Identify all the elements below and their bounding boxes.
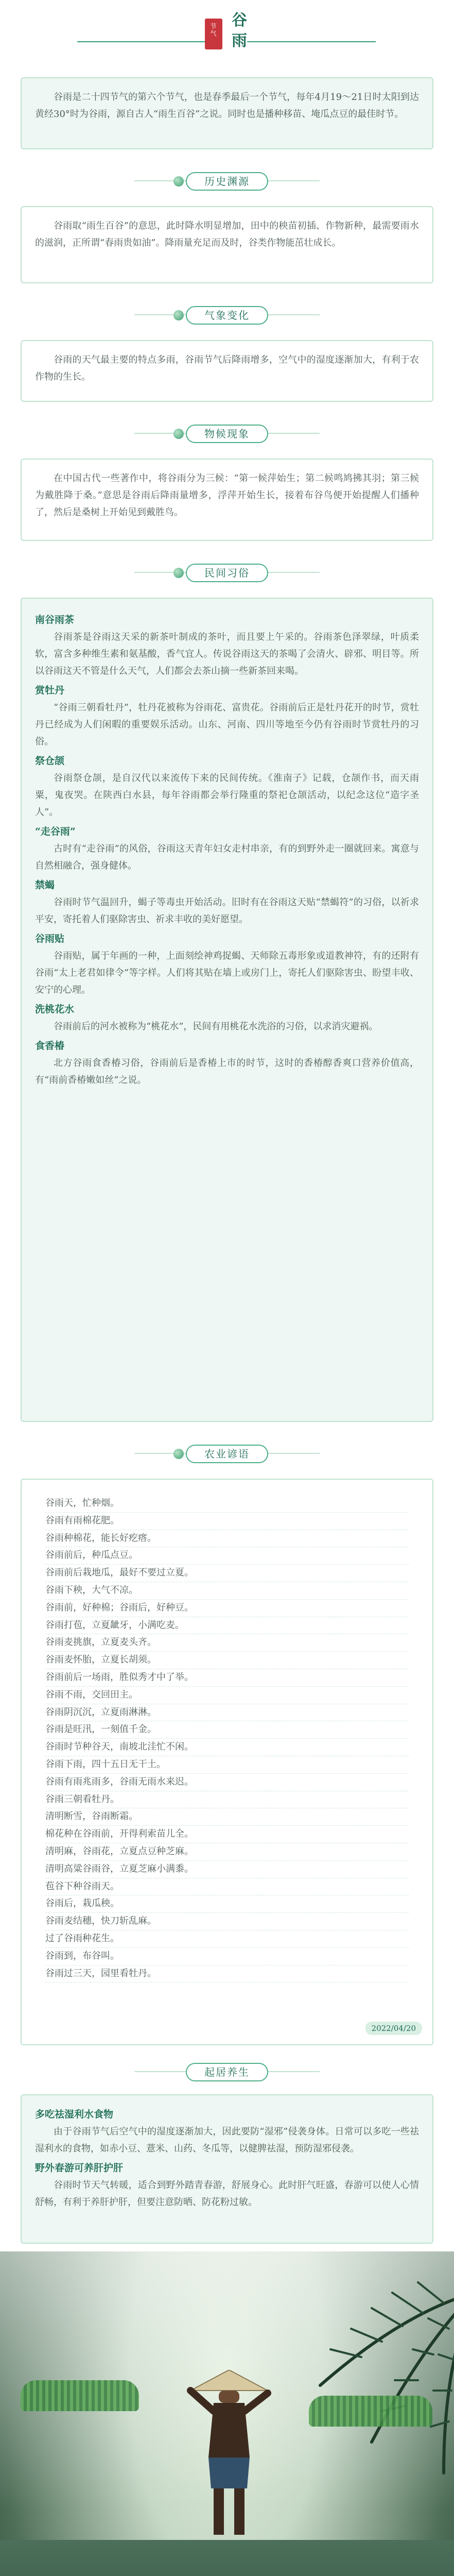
leaf-dot-icon xyxy=(173,429,184,439)
proverb-item: 谷雨前后栽地瓜，最好不要过立夏。 xyxy=(45,1565,409,1582)
customs-card xyxy=(21,598,433,1422)
proverb-item: 谷雨阴沉沉，立夏雨淋淋。 xyxy=(45,1704,409,1722)
seedling-bundle-left xyxy=(21,2380,139,2411)
proverb-item: 谷雨麦挑旗，立夏麦头齐。 xyxy=(45,1634,409,1652)
leaf-dot-icon xyxy=(173,310,184,320)
custom-item xyxy=(35,876,419,928)
proverb-item: 谷雨前，好种棉；谷雨后，好种豆。 xyxy=(45,1600,409,1617)
custom-item xyxy=(35,1001,419,1035)
climate-card xyxy=(21,340,433,402)
climate-banner xyxy=(124,299,330,332)
header-right-line xyxy=(247,41,376,42)
title-char-1: 谷 xyxy=(232,11,247,29)
health-card xyxy=(21,2094,433,2244)
paddy-water xyxy=(0,2540,454,2576)
proverb-item: 谷雨前后，种瓜点豆。 xyxy=(45,1547,409,1565)
health-heading: 多吃祛湿利水食物 xyxy=(35,2109,114,2120)
custom-item xyxy=(35,823,419,874)
proverb-item: 谷雨过三天，园里看牡丹。 xyxy=(45,1965,409,1983)
header-seal xyxy=(205,19,222,49)
proverb-item: 谷雨有雨兆雨多，谷雨无雨水来迟。 xyxy=(45,1774,409,1791)
page-title xyxy=(226,10,252,52)
palm-leaves-icon xyxy=(289,2272,454,2478)
health-item xyxy=(35,2106,419,2157)
guyu-poster xyxy=(0,2251,454,2576)
seal-char-2: 气 xyxy=(210,30,217,37)
custom-text: 古时有“走谷雨”的风俗，谷雨这天青年妇女走村串亲，有的到野外走一圈就回来。寓意与自然相融合，强身健体。 xyxy=(35,843,419,871)
proverbs-card xyxy=(21,1479,433,2045)
intro-text: 谷雨是二十四节气的第六个节气，也是春季最后一个节气，每年4月19～21日时太阳到达黄经30°时为谷雨，源自古人“雨生百谷”之说。同时也是播种移苗、埯瓜点豆的最佳时节。 xyxy=(35,92,419,120)
proverb-item: 谷雨下秧，大气不凉。 xyxy=(45,1582,409,1600)
custom-heading: “走谷雨” xyxy=(35,826,76,837)
proverbs-banner xyxy=(124,1437,330,1470)
health-banner xyxy=(124,2056,330,2089)
leaf-dot-icon xyxy=(173,1449,184,1459)
proverb-item: 谷雨三朝看牡丹。 xyxy=(45,1791,409,1809)
customs-banner xyxy=(124,556,330,589)
proverb-item: 过了谷雨种花生。 xyxy=(45,1930,409,1948)
health-item xyxy=(35,2159,419,2211)
history-title: 历史渊源 xyxy=(186,172,268,191)
title-char-2: 雨 xyxy=(232,32,247,50)
proverb-item: 谷雨种棉花，能长好疙瘩。 xyxy=(45,1530,409,1548)
proverb-item: 谷雨后，栽瓜秧。 xyxy=(45,1895,409,1913)
phenology-card xyxy=(21,459,433,541)
history-banner xyxy=(124,165,330,198)
leaf-dot-icon xyxy=(173,568,184,578)
health-heading: 野外春游可养肝护肝 xyxy=(35,2162,124,2174)
custom-item xyxy=(35,682,419,750)
proverb-item: 清明麻，谷雨花，立夏点豆种芝麻。 xyxy=(45,1843,409,1861)
proverb-item: 谷雨打苞，立夏龇牙，小满吃麦。 xyxy=(45,1617,409,1635)
proverb-item: 谷雨到，布谷叫。 xyxy=(45,1948,409,1965)
custom-heading: 禁蝎 xyxy=(35,879,55,891)
proverbs-date: 2022/04/20 xyxy=(365,2022,422,2035)
custom-text: 谷雨贴，属于年画的一种，上面刻绘神鸡捉蝎、天师除五毒形象或道教神符，有的还附有谷雨“太上老君如律令”等字样。人们将其贴在墙上或房门上，寄托人们驱除害虫、盼望丰收、安宁的心理。 xyxy=(35,951,419,995)
leaf-dot-icon xyxy=(173,176,184,187)
climate-text: 谷雨的天气最主要的特点多雨，谷雨节气后降雨增多，空气中的湿度逐渐加大，有利于农作物的生长。 xyxy=(35,354,419,382)
custom-heading: 祭仓颉 xyxy=(35,755,65,767)
custom-item xyxy=(35,611,419,680)
custom-text: 谷雨时节气温回升，蝎子等毒虫开始活动。旧时有在谷雨这天贴“禁蝎符”的习俗，以祈求平安，寄托着人们驱除害虫、祈求丰收的美好愿望。 xyxy=(35,897,419,925)
proverb-item: 谷雨麦怀胎，立夏长胡须。 xyxy=(45,1652,409,1669)
climate-title: 气象变化 xyxy=(186,306,268,325)
custom-item xyxy=(35,1037,419,1089)
seedling-bundle-right xyxy=(309,2396,432,2427)
custom-text: 谷雨祭仓颉，是自汉代以来流传下来的民间传统。《淮南子》记载，仓颉作书，而天雨粟，鬼夜哭。在陕西白水县，每年谷雨都会举行隆重的祭祀仓颉活动，以纪念这位“造字圣人”。 xyxy=(35,773,419,818)
custom-text: 北方谷雨食香椿习俗，谷雨前后是香椿上市的时节，这时的香椿醇香爽口营养价值高，有“雨前香椿嫩如丝”之说。 xyxy=(35,1058,419,1086)
phenology-banner xyxy=(124,417,330,450)
proverb-item: 谷雨下雨，四十五日无干土。 xyxy=(45,1756,409,1774)
seal-char-1: 节 xyxy=(210,23,217,30)
proverb-item: 谷雨时节种谷天，南坡北洼忙不闲。 xyxy=(45,1739,409,1756)
phenology-text: 在中国古代一些著作中，将谷雨分为三候：“第一候萍始生；第二候鸣鸠拂其羽；第三候为戴胜降于桑。”意思是谷雨后降雨量增多，浮萍开始生长，接着布谷鸟便开始提醒人们播种了，然后是桑树上开始见到戴胜鸟。 xyxy=(35,473,419,518)
proverbs-title: 农业谚语 xyxy=(186,1445,268,1463)
custom-heading: 南谷雨茶 xyxy=(35,614,75,625)
customs-title: 民间习俗 xyxy=(186,564,268,582)
farmer-figure-icon xyxy=(185,2370,273,2540)
custom-item xyxy=(35,930,419,998)
custom-heading: 赏牡丹 xyxy=(35,685,65,696)
phenology-title: 物候现象 xyxy=(186,425,268,443)
proverb-item: 谷雨有雨棉花肥。 xyxy=(45,1513,409,1530)
page-header xyxy=(0,0,454,82)
proverb-item: 谷雨前后一场雨，胜似秀才中了举。 xyxy=(45,1669,409,1687)
intro-card xyxy=(21,77,433,149)
proverb-item: 棉花种在谷雨前，开得利索苗儿全。 xyxy=(45,1826,409,1843)
proverb-item: 谷雨天，忙种烟。 xyxy=(45,1495,409,1513)
health-text: 由于谷雨节气后空气中的湿度逐渐加大，因此要防“湿邪”侵袭身体。日常可以多吃一些祛湿利水的食物，如赤小豆、薏米、山药、冬瓜等，以健脾祛湿，预防湿邪侵袭。 xyxy=(35,2126,419,2154)
proverb-item: 清明断雪，谷雨断霜。 xyxy=(45,1808,409,1826)
custom-text: 谷雨茶是谷雨这天采的新茶叶制成的茶叶，而且要上午采的。谷雨茶色泽翠绿，叶质柔软，富含多种维生素和氨基酸，香气宜人。传说谷雨这天的茶喝了会清火、辟邪、明目等。所以谷雨这天不管是什么天气，人们都会去茶山摘一些新茶回来喝。 xyxy=(35,632,419,676)
custom-item xyxy=(35,752,419,821)
health-title: 起居养生 xyxy=(186,2063,268,2081)
history-text: 谷雨取“雨生百谷”的意思，此时降水明显增加，田中的秧苗初插、作物新种，最需要雨水的滋润，正所谓“春雨贵如油”。降雨量充足而及时，谷类作物能茁壮成长。 xyxy=(35,221,419,248)
proverb-item: 苞谷下种谷雨天。 xyxy=(45,1878,409,1896)
custom-heading: 洗桃花水 xyxy=(35,1004,75,1015)
proverb-item: 清明高粱谷雨谷，立夏芝麻小满黍。 xyxy=(45,1861,409,1878)
custom-text: “谷雨三朝看牡丹”，牡丹花被称为谷雨花、富贵花。谷雨前后正是牡丹花开的时节，赏牡丹已经成为人们闲暇的重要娱乐活动。山东、河南、四川等地至今仍有谷雨时节赏牡丹的习俗。 xyxy=(35,702,419,747)
proverb-list xyxy=(22,1480,432,1993)
custom-text: 谷雨前后的河水被称为“桃花水”，民间有用桃花水洗浴的习俗，以求消灾避祸。 xyxy=(54,1021,378,1032)
health-text: 谷雨时节天气转暖，适合到野外踏青春游，舒展身心。此时肝气旺盛，春游可以使人心情舒畅，有利于养肝护肝，但要注意防晒、防花粉过敏。 xyxy=(35,2180,419,2208)
proverb-item: 谷雨麦结穗，快刀斩乱麻。 xyxy=(45,1913,409,1930)
custom-heading: 食香椿 xyxy=(35,1040,65,1052)
proverb-item: 谷雨是旺汛，一刻值千金。 xyxy=(45,1721,409,1739)
custom-heading: 谷雨贴 xyxy=(35,933,65,944)
history-card xyxy=(21,206,433,283)
header-left-line xyxy=(77,41,206,42)
proverb-item: 谷雨不雨，交回田主。 xyxy=(45,1687,409,1704)
